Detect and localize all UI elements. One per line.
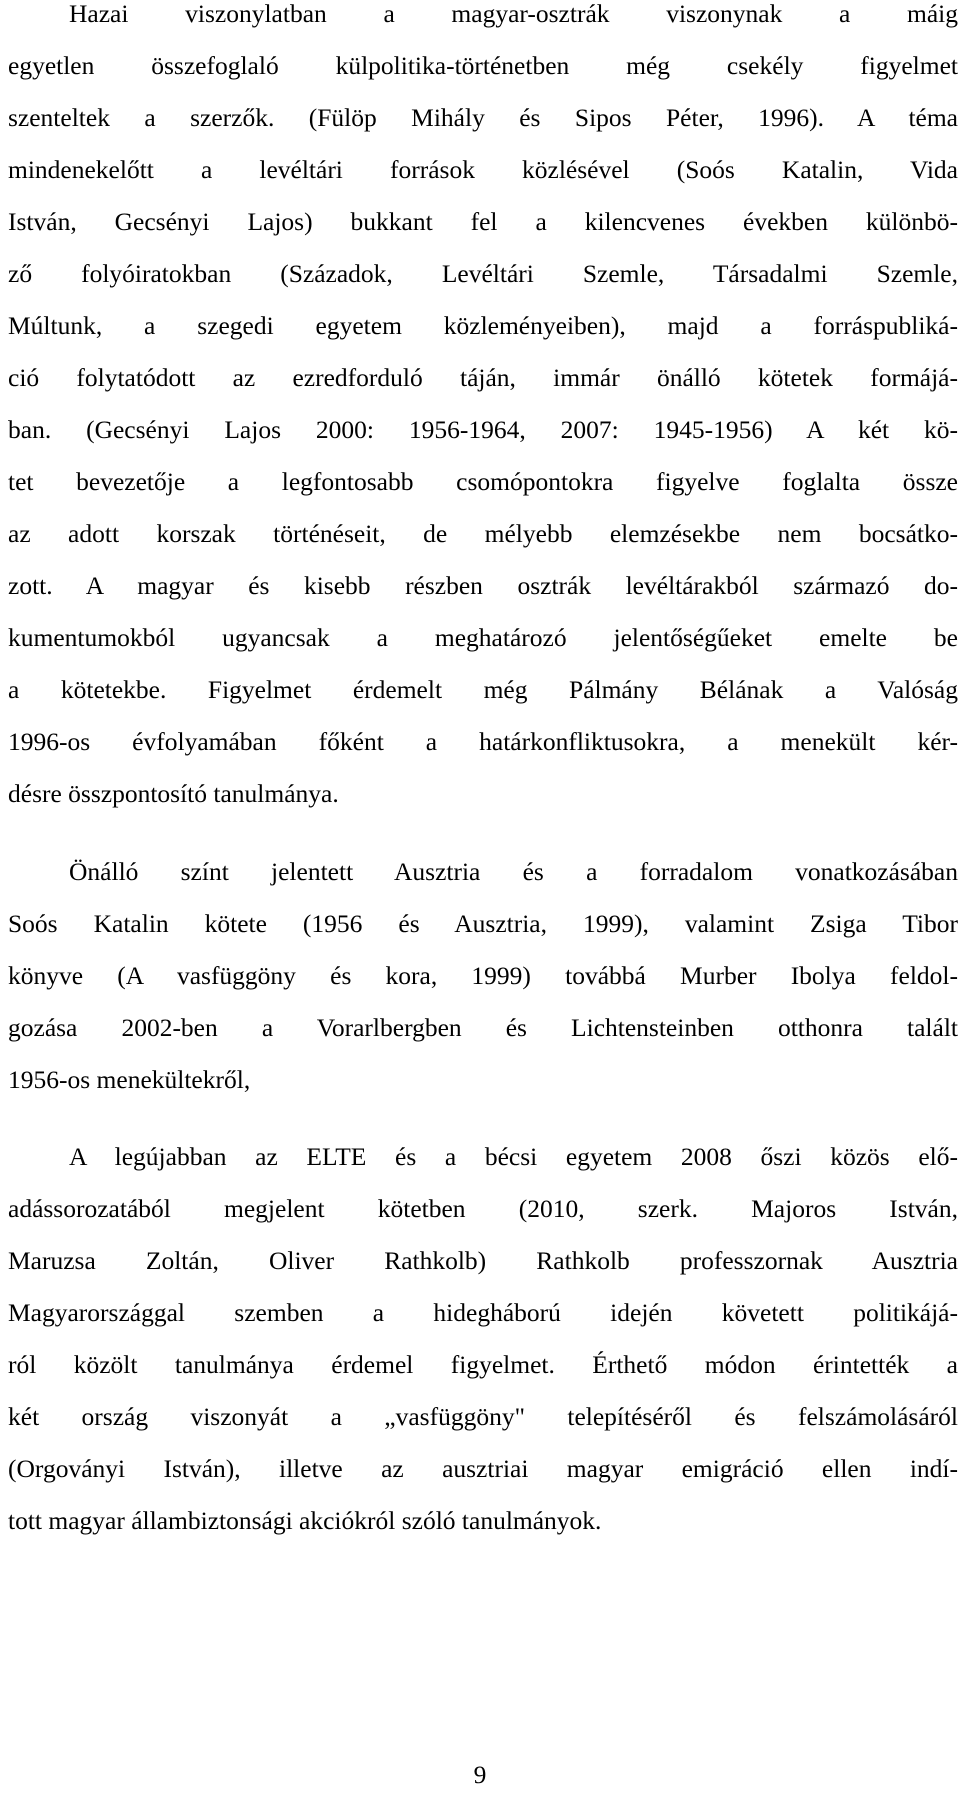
text-line: Maruzsa Zoltán, Oliver Rathkolb) Rathkolb professzornak Ausztria: [8, 1246, 958, 1275]
text-line: ban. (Gecsényi Lajos 2000: 1956-1964, 2007: 1945-1956) A két kö-: [8, 415, 958, 444]
text-line: mindenekelőtt a levéltári források közlésével (Soós Katalin, Vida: [8, 155, 958, 184]
text-line: Hazai viszonylatban a magyar-osztrák viszonynak a máig: [69, 0, 958, 28]
text-line: ző folyóiratokban (Századok, Levéltári Szemle, Társadalmi Szemle,: [8, 259, 958, 288]
text-line: ció folytatódott az ezredforduló táján, immár önálló kötetek formájá-: [8, 363, 958, 392]
text-line: a kötetekbe. Figyelmet érdemelt még Pálmány Bélának a Valóság: [8, 675, 958, 704]
text-line: ról közölt tanulmánya érdemel figyelmet. Érthető módon érintették a: [8, 1350, 958, 1379]
text-line: könyve (A vasfüggöny és kora, 1999) továbbá Murber Ibolya feldol-: [8, 961, 958, 990]
text-line: gozása 2002-ben a Vorarlbergben és Lichtensteinben otthonra talált: [8, 1013, 958, 1042]
text-line: A legújabban az ELTE és a bécsi egyetem 2008 őszi közös elő-: [69, 1142, 958, 1171]
text-line: két ország viszonyát a „vasfüggöny" telepítéséről és felszámolásáról: [8, 1402, 958, 1431]
text-line: 1996-os évfolyamában főként a határkonfliktusokra, a menekült kér-: [8, 727, 958, 756]
text-line: Magyarországgal szemben a hidegháború idején követett politikájá-: [8, 1298, 958, 1327]
text-line: Soós Katalin kötete (1956 és Ausztria, 1999), valamint Zsiga Tibor: [8, 909, 958, 938]
text-line: (Orgoványi István), illetve az ausztriai magyar emigráció ellen indí-: [8, 1454, 958, 1483]
text-line: egyetlen összefoglaló külpolitika-történetben még csekély figyelmet: [8, 51, 958, 80]
text-line: István, Gecsényi Lajos) bukkant fel a kilencvenes években különbö-: [8, 207, 958, 236]
text-line: adássorozatából megjelent kötetben (2010, szerk. Majoros István,: [8, 1194, 958, 1223]
text-line: 1956-os menekültekről,: [8, 1065, 251, 1094]
text-line: tott magyar állambiztonsági akciókról szóló tanulmányok.: [8, 1506, 602, 1535]
text-line: Önálló színt jelentett Ausztria és a forradalom vonatkozásában: [69, 857, 958, 886]
text-line: désre összpontosító tanulmánya.: [8, 779, 339, 808]
text-line: Múltunk, a szegedi egyetem közleményeiben), majd a forráspubliká-: [8, 311, 958, 340]
page-number: 9: [473, 1760, 487, 1789]
text-line: az adott korszak történéseit, de mélyebb elemzésekbe nem bocsátko-: [8, 519, 958, 548]
text-line: kumentumokból ugyancsak a meghatározó jelentőségűeket emelte be: [8, 623, 958, 652]
text-line: zott. A magyar és kisebb részben osztrák levéltárakból származó do-: [8, 571, 958, 600]
text-line: szenteltek a szerzők. (Fülöp Mihály és Sipos Péter, 1996). A téma: [8, 103, 958, 132]
text-line: tet bevezetője a legfontosabb csomópontokra figyelve foglalta össze: [8, 467, 958, 496]
